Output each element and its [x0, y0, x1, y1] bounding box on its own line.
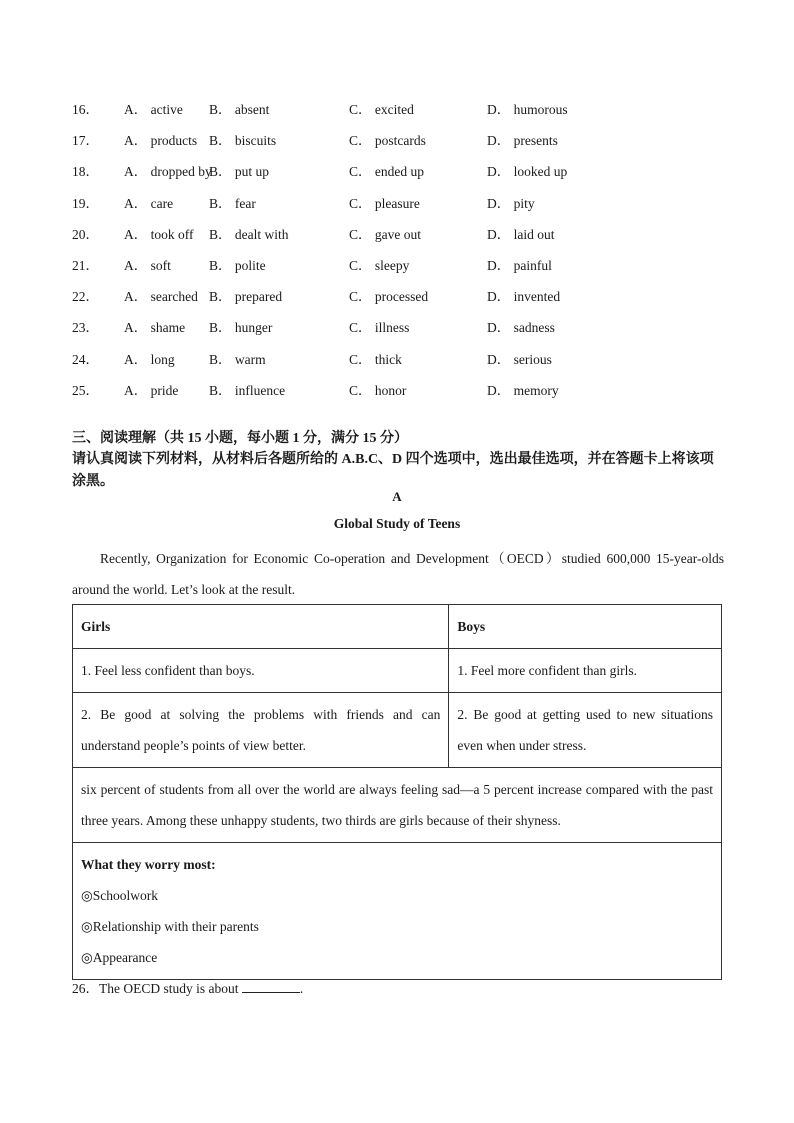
option-b[interactable]: B． polite — [209, 257, 266, 273]
passage-intro: Recently, Organization for Economic Co-operation and Development（OECD）studied 600,000 15-year-olds around the world. Let’s look at the result. — [72, 551, 724, 597]
question-number: 22． — [72, 289, 99, 305]
question-number: 18． — [72, 164, 99, 180]
table-row — [73, 605, 722, 649]
boys-point-1: 1. Feel more confident than girls. — [449, 649, 722, 693]
option-c[interactable]: C． illness — [349, 320, 410, 336]
girls-header: Girls — [73, 605, 449, 649]
worry-item: ◎Schoolwork — [81, 888, 159, 903]
worries-cell — [73, 843, 722, 980]
option-a[interactable]: A． active — [124, 102, 183, 117]
question-number: 17． — [72, 133, 99, 149]
option-c[interactable]: C． thick — [349, 351, 402, 367]
option-a[interactable]: A． searched — [124, 289, 198, 305]
table-row — [73, 843, 722, 980]
question-row — [72, 380, 732, 411]
table-row — [73, 693, 722, 768]
question-26-text: 26．The OECD study is about — [72, 981, 239, 996]
worry-item: ◎Appearance — [81, 950, 158, 965]
option-b[interactable]: B． put up — [209, 164, 270, 180]
option-d[interactable]: D． presents — [487, 133, 558, 149]
option-c[interactable]: C． processed — [349, 289, 429, 305]
option-a[interactable]: A． pride — [124, 382, 179, 398]
option-b[interactable]: B． warm — [209, 351, 266, 367]
option-b[interactable]: B． dealt with — [209, 226, 289, 242]
girls-point-2: 2. Be good at solving the problems with friends and can understand people’s points of view better. — [73, 693, 449, 768]
option-b[interactable]: B． biscuits — [209, 133, 277, 149]
option-c[interactable]: C． pleasure — [349, 195, 420, 211]
option-d[interactable]: D． memory — [487, 382, 559, 398]
option-a[interactable]: A． shame — [124, 320, 186, 336]
boys-point-2: 2. Be good at getting used to new situations even when under stress. — [449, 693, 722, 768]
option-a[interactable]: A． products — [124, 133, 198, 149]
question-number: 23． — [72, 320, 99, 336]
option-c[interactable]: C． excited — [349, 102, 414, 117]
option-d[interactable]: D． pity — [487, 195, 535, 211]
option-d[interactable]: D． invented — [487, 289, 561, 305]
option-b[interactable]: B． hunger — [209, 320, 273, 336]
boys-header: Boys — [449, 605, 722, 649]
girls-point-1: 1. Feel less confident than boys. — [73, 649, 449, 693]
option-b[interactable]: B． fear — [209, 195, 256, 211]
option-c[interactable]: C． gave out — [349, 226, 421, 242]
option-c[interactable]: C． sleepy — [349, 257, 410, 273]
option-d[interactable]: D． serious — [487, 351, 552, 367]
option-b[interactable]: B． prepared — [209, 289, 283, 305]
option-c[interactable]: C． postcards — [349, 133, 426, 149]
worry-item: ◎Relationship with their parents — [81, 919, 259, 934]
option-c[interactable]: C． honor — [349, 382, 407, 398]
question-row — [72, 224, 732, 255]
option-a[interactable]: A． soft — [124, 257, 171, 273]
question-row — [72, 99, 732, 130]
passage-title: Global Study of Teens — [333, 516, 461, 531]
question-row — [72, 255, 732, 286]
option-b[interactable]: B． influence — [209, 382, 286, 398]
option-a[interactable]: A． dropped by — [124, 164, 212, 180]
option-d[interactable]: D． sadness — [487, 320, 555, 336]
question-row — [72, 161, 732, 192]
section-instruction: 请认真阅读下列材料，从材料后各题所给的 A.B.C、D 四个选项中，选出最佳选项，并在答题卡上将该项涂黑。 — [72, 452, 714, 489]
option-d[interactable]: D． painful — [487, 257, 552, 273]
answer-blank[interactable] — [242, 978, 300, 993]
question-row — [72, 349, 732, 380]
option-a[interactable]: A． long — [124, 351, 175, 367]
summary-cell: six percent of students from all over the world are always feeling sad—a 5 percent increase compared with the past three years. Among these unhappy students, two thirds are girls because of their shyness. — [73, 768, 722, 843]
option-b[interactable]: B． absent — [209, 102, 270, 117]
option-d[interactable]: D． looked up — [487, 164, 568, 180]
multiple-choice-options — [72, 99, 732, 411]
table-row — [73, 649, 722, 693]
question-number: 19． — [72, 195, 99, 211]
option-a[interactable]: A． care — [124, 195, 174, 211]
question-number: 25． — [72, 382, 99, 398]
question-number: 20． — [72, 226, 99, 242]
question-number: 16． — [72, 102, 99, 117]
worries-title: What they worry most: — [81, 857, 216, 872]
option-d[interactable]: D． laid out — [487, 226, 555, 242]
study-table — [72, 604, 722, 980]
question-number: 21． — [72, 257, 99, 273]
passage-letter: A — [392, 489, 402, 504]
option-a[interactable]: A． took off — [124, 226, 194, 242]
question-row — [72, 317, 732, 348]
question-26-end: . — [299, 981, 304, 996]
section-heading: 三、阅读理解（共 15 小题，每小题 1 分，满分 15 分） — [72, 431, 408, 446]
table-row — [73, 768, 722, 843]
question-row — [72, 193, 732, 224]
question-26 — [72, 978, 303, 1000]
option-c[interactable]: C． ended up — [349, 164, 424, 180]
question-row — [72, 286, 732, 317]
question-number: 24． — [72, 351, 99, 367]
option-d[interactable]: D． humorous — [487, 102, 568, 117]
question-row — [72, 130, 732, 161]
